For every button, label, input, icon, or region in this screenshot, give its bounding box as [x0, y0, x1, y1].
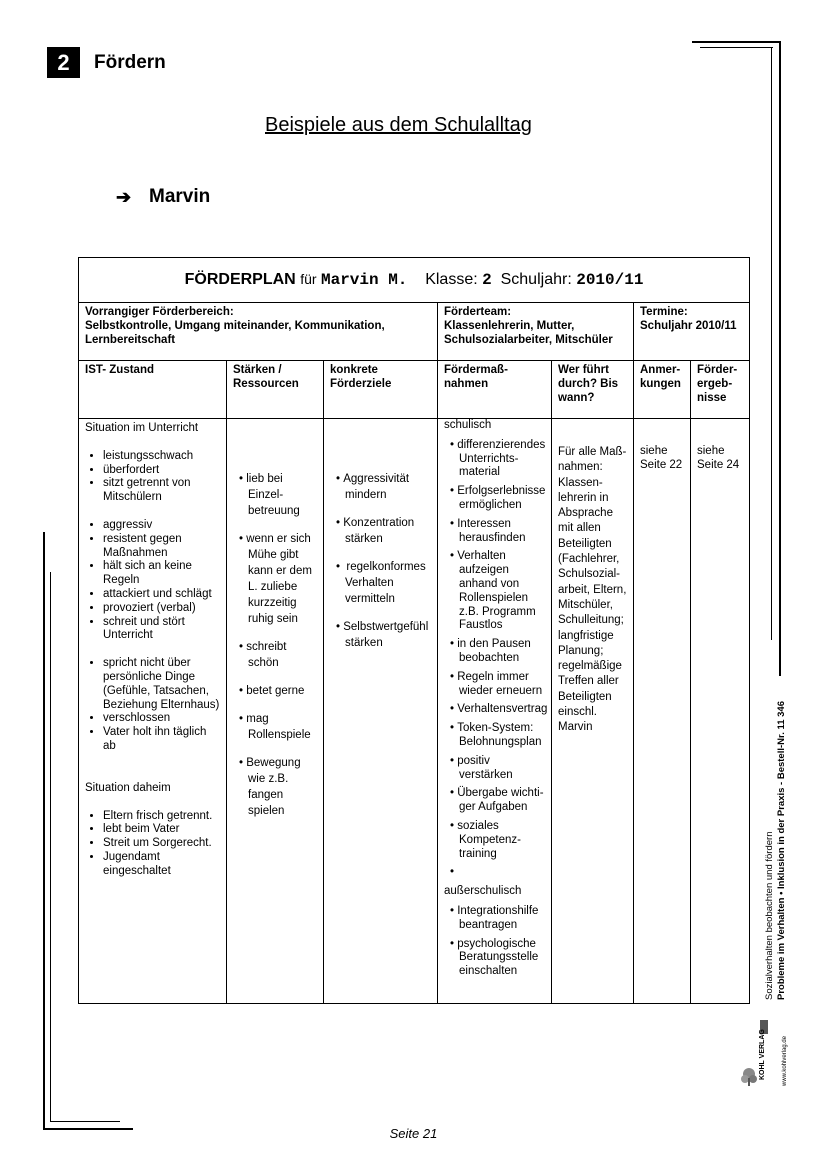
list-item: • aggressiv [103, 519, 220, 533]
student-name: Marvin [149, 186, 211, 207]
responsible-text: Für alle Maß-nahmen: Klassen-lehrerin in Absprache mit allen Beteiligten (Fachlehrer, Schulsozial-arbeit, Eltern, Mitschüler, Schulleitung; langfristige Planung; regelmäßige Treffen aller Beteiligten einschl. Marvin [558, 446, 627, 734]
col-header-goals: konkrete Förderziele [324, 361, 438, 419]
results-text: siehe Seite 24 [697, 445, 740, 471]
goals-list [330, 471, 431, 651]
frame-line-right-outer [779, 41, 781, 676]
list-item: • Selbstwertgefühl stärken [336, 619, 431, 651]
ist-list-1 [85, 450, 220, 505]
publisher-logo [740, 1018, 790, 1088]
focus-area-cell: Vorrangiger Förderbereich: Selbstkontrolle, Umgang miteinander, Kommunikation, Lernbereitschaft [79, 303, 438, 361]
strengths-list [233, 471, 317, 819]
team-cell: Förderteam: Klassenlehrerin, Mutter, Schulsozialarbeiter, Mitschüler [438, 303, 634, 361]
col-header-who: Wer führt durch? Bis wann? [552, 361, 634, 419]
school-measures-list [444, 438, 548, 880]
measures-cell [438, 419, 552, 1004]
school-measures-heading: schulisch [444, 419, 492, 431]
outside-measures-heading: außerschulisch [444, 885, 522, 898]
page-heading: Beispiele aus dem Schulalltag [265, 114, 532, 136]
frame-line-left-outer [43, 532, 45, 1130]
plan-body-row [79, 419, 750, 1004]
list-item: • wenn er sich Mühe gibt kann er dem L. zuliebe kurzzeitig ruhig sein [239, 531, 317, 627]
col-header-notes: Anmer-kungen [634, 361, 691, 419]
list-item: • Vater holt ihn täglich ab [103, 726, 220, 754]
list-item: • Übergabe wichti-ger Aufgaben [450, 787, 545, 815]
notes-text: siehe Seite 22 [640, 445, 683, 471]
list-item: • Integrationshilfe beantragen [450, 905, 545, 933]
col-header-ist: IST- Zustand [79, 361, 227, 419]
list-item: • Konzentration stärken [336, 515, 431, 547]
list-item: • Erfolgserlebnisse ermöglichen [450, 485, 545, 513]
list-item: • psychologische Beratungsstelle einschalten [450, 938, 545, 979]
page-number: Seite 21 [389, 1126, 438, 1141]
frame-line-top-right-inner [700, 47, 773, 48]
frame-line-bottom-inner [50, 1121, 120, 1122]
list-item: • in den Pausen beobachten [450, 638, 545, 666]
support-plan-table [78, 257, 750, 1004]
list-item: • hält sich an keine Regeln [103, 560, 220, 588]
results-cell [691, 419, 750, 1004]
goals-cell [324, 419, 438, 1004]
frame-line-left-inner [50, 572, 51, 1122]
list-item: • Interessen herausfinden [450, 518, 545, 546]
chapter-title: Fördern [94, 52, 166, 73]
list-item: • differenzierendes Unterrichts-material [450, 439, 545, 480]
list-item: • Verhaltensvertrag [450, 703, 545, 717]
list-item: • mag Rollenspiele [239, 711, 317, 743]
list-item: • Aggressivität mindern [336, 471, 431, 503]
arrow-right-icon: ➔ [116, 187, 132, 207]
column-header-row [79, 361, 750, 419]
list-item [450, 866, 545, 880]
publisher-name: KOHL VERLAG [759, 1029, 766, 1080]
strengths-cell [227, 419, 324, 1004]
list-item: • soziales Kompetenz-training [450, 820, 545, 861]
ist-list-2 [85, 519, 220, 643]
list-item: • attackiert und schlägt [103, 588, 220, 602]
list-item: • lebt beim Vater [103, 823, 220, 837]
list-item: • positiv verstärken [450, 755, 545, 783]
list-item: • spricht nicht über persönliche Dinge (Gefühle, Tatsachen, Beziehung Elternhaus) [103, 657, 220, 712]
col-header-results: Förder-ergeb-nisse [691, 361, 750, 419]
list-item: • verschlossen [103, 712, 220, 726]
home-situation-heading: Situation daheim [85, 781, 171, 794]
side-publication-info [764, 700, 788, 1000]
col-header-measures: Fördermaß-nahmen [438, 361, 552, 419]
list-item: • Bewegung wie z.B. fangen spielen [239, 755, 317, 819]
list-item: • provoziert (verbal) [103, 602, 220, 616]
ist-cell [79, 419, 227, 1004]
plan-title-row [79, 258, 750, 303]
side-line-2: Probleme im Verhalten • Inklusion in der Praxis - Bestell-Nr. 11 346 [776, 701, 787, 1000]
plan-student-name: Marvin M. [320, 270, 408, 289]
plan-title: FÖRDERPLAN für Marvin M. Klasse: 2 Schuljahr: 2010/11 [79, 258, 750, 303]
ist-list-3 [85, 657, 220, 754]
list-item: • Jugendamt eingeschaltet [103, 851, 220, 879]
col-header-strengths: Stärken / Ressourcen [227, 361, 324, 419]
frame-line-top-right [692, 41, 781, 43]
who-cell [552, 419, 634, 1004]
list-item: • Regeln immer wieder erneuern [450, 671, 545, 699]
list-item: • leistungsschwach [103, 450, 220, 464]
side-line-1: Sozialverhalten beobachten und fördern [764, 831, 775, 1000]
list-item: • regelkonformes Verhalten vermitteln [336, 559, 431, 607]
list-item: • lieb bei Einzel-betreuung [239, 471, 317, 519]
list-item: • schreit und stört Unterricht [103, 616, 220, 644]
list-item: • Streit um Sorgerecht. [103, 837, 220, 851]
list-item: • Token-System: Belohnungsplan [450, 722, 545, 750]
ist-list-4 [85, 810, 220, 879]
list-item: • resistent gegen Maßnahmen [103, 533, 220, 561]
list-item: • Eltern frisch getrennt. [103, 810, 220, 824]
publisher-url: www.kohlverlag.de [782, 1035, 788, 1086]
outside-measures-list [444, 905, 545, 979]
list-item: • betet gerne [239, 683, 317, 699]
list-item: • überfordert [103, 464, 220, 478]
chapter-number: 2 [47, 47, 80, 78]
list-item: • sitzt getrennt von Mitschülern [103, 477, 220, 505]
plan-info-row [79, 303, 750, 361]
frame-line-right-inner [771, 47, 772, 640]
list-item: • schreibt schön [239, 639, 317, 671]
school-situation-heading: Situation im Unterricht [85, 422, 199, 434]
list-item: • Verhalten aufzeigen anhand von Rollenspielen z.B. Programm Faustlos [450, 550, 545, 633]
dates-cell: Termine: Schuljahr 2010/11 [634, 303, 750, 361]
notes-cell [634, 419, 691, 1004]
